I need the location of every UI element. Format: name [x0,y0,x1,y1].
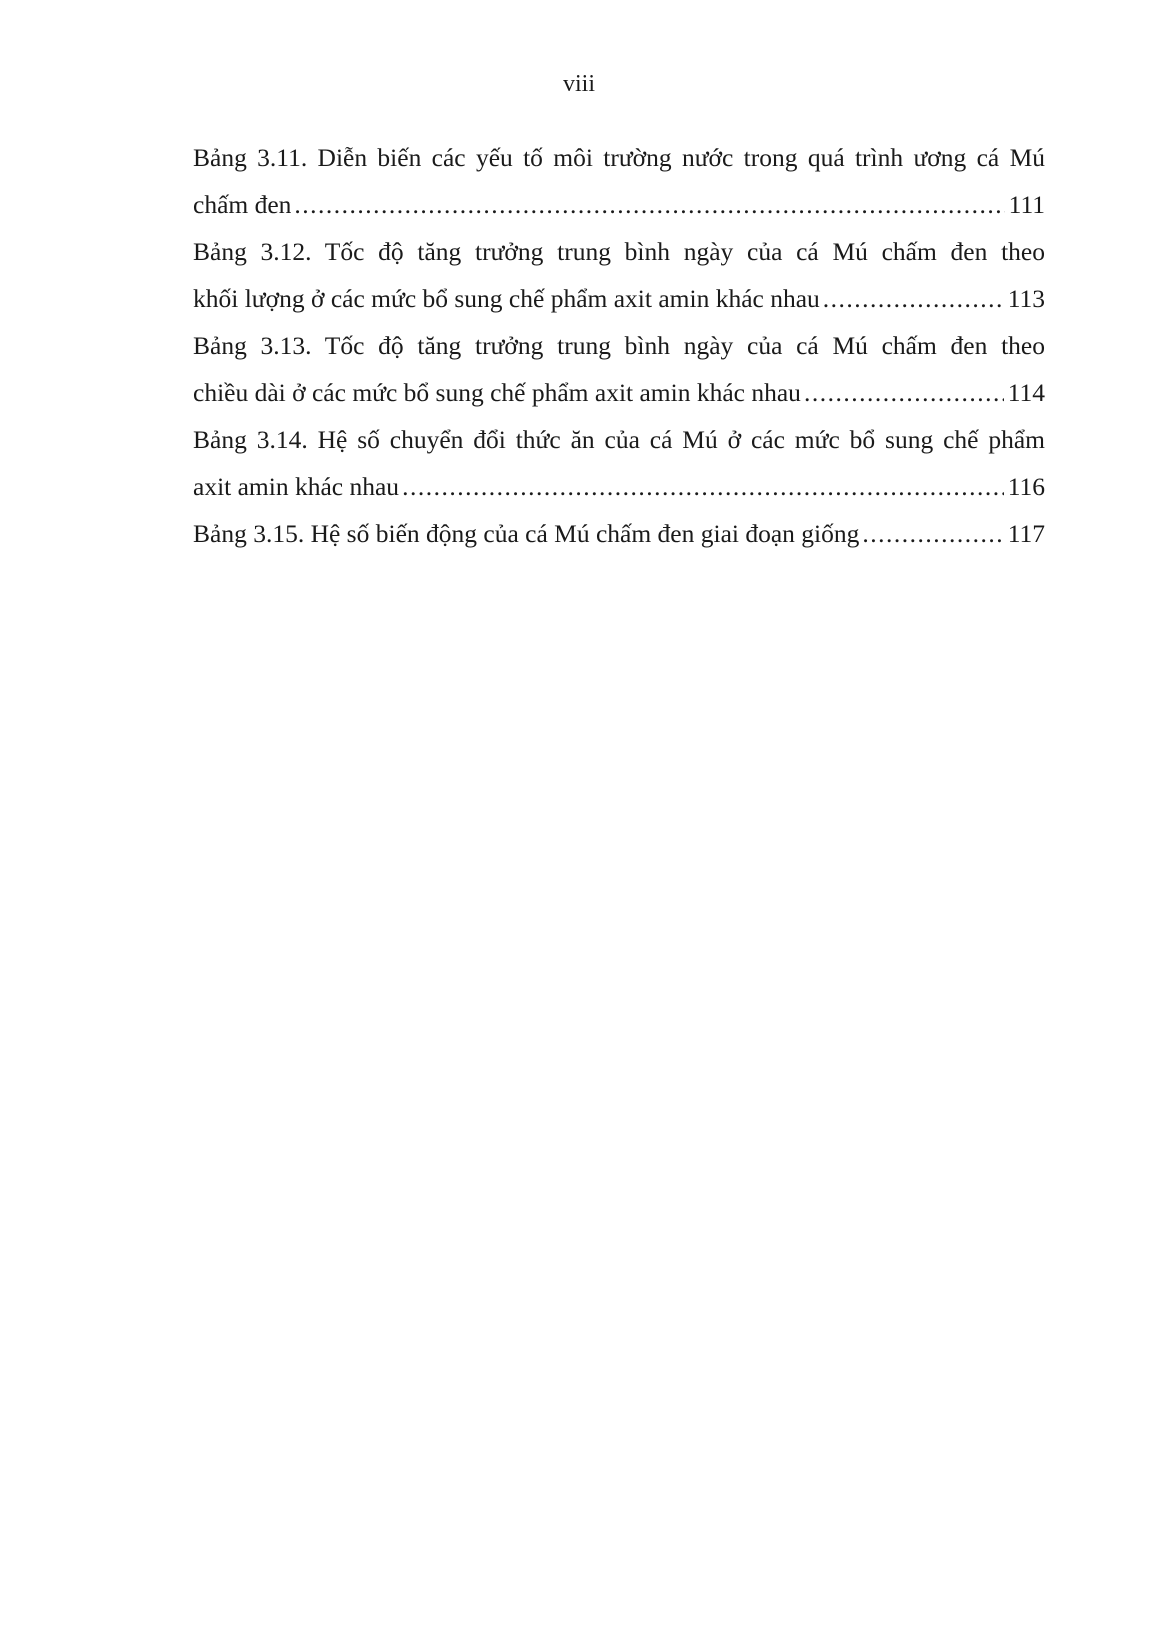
toc-entry-3-15[interactable] [193,510,1045,557]
toc-entry-3-14[interactable] [193,416,1045,510]
toc-page-number: 117 [1007,519,1045,548]
dot-leader [804,369,1004,416]
toc-entry-last-line [193,181,1045,228]
page-number: viii [562,71,595,97]
toc-entry-title: Bảng 3.15. Hệ số biến động của cá Mú chấm đen giai đoạn giống [193,519,860,548]
toc-entry-3-12[interactable] [193,228,1045,322]
toc-entry-title-line: Bảng 3.11. Diễn biến các yếu tố môi trường nước trong quá trình ương cá Mú [193,143,1045,172]
toc-entry-3-13[interactable] [193,322,1045,416]
toc-page-number: 113 [1007,284,1045,313]
toc-page-number: 111 [1008,190,1045,219]
dot-leader [402,463,1004,510]
toc-entry-title-line: Bảng 3.12. Tốc độ tăng trưởng trung bình ngày của cá Mú chấm đen theo [193,237,1045,266]
toc-entry-title-continuation: axit amin khác nhau [193,472,400,501]
toc-entry-3-11[interactable] [193,134,1045,228]
toc-entry-last-line [193,463,1045,510]
table-of-contents [193,134,1045,557]
toc-page-number: 114 [1007,378,1045,407]
dot-leader [294,181,1004,228]
toc-entry-title-line: Bảng 3.13. Tốc độ tăng trưởng trung bình ngày của cá Mú chấm đen theo [193,331,1045,360]
toc-entry-last-line [193,275,1045,322]
toc-entry-last-line [193,369,1045,416]
toc-page-number: 116 [1007,472,1045,501]
dot-leader [823,275,1004,322]
toc-entry-title-continuation: khối lượng ở các mức bổ sung chế phẩm axit amin khác nhau [193,284,820,313]
dot-leader [862,510,1003,557]
toc-entry-title-continuation: chiều dài ở các mức bổ sung chế phẩm axit amin khác nhau [193,378,801,407]
toc-entry-last-line [193,510,1045,557]
toc-entry-title-continuation: chấm đen [193,190,292,219]
toc-entry-title-line: Bảng 3.14. Hệ số chuyển đổi thức ăn của cá Mú ở các mức bổ sung chế phẩm [193,425,1045,454]
